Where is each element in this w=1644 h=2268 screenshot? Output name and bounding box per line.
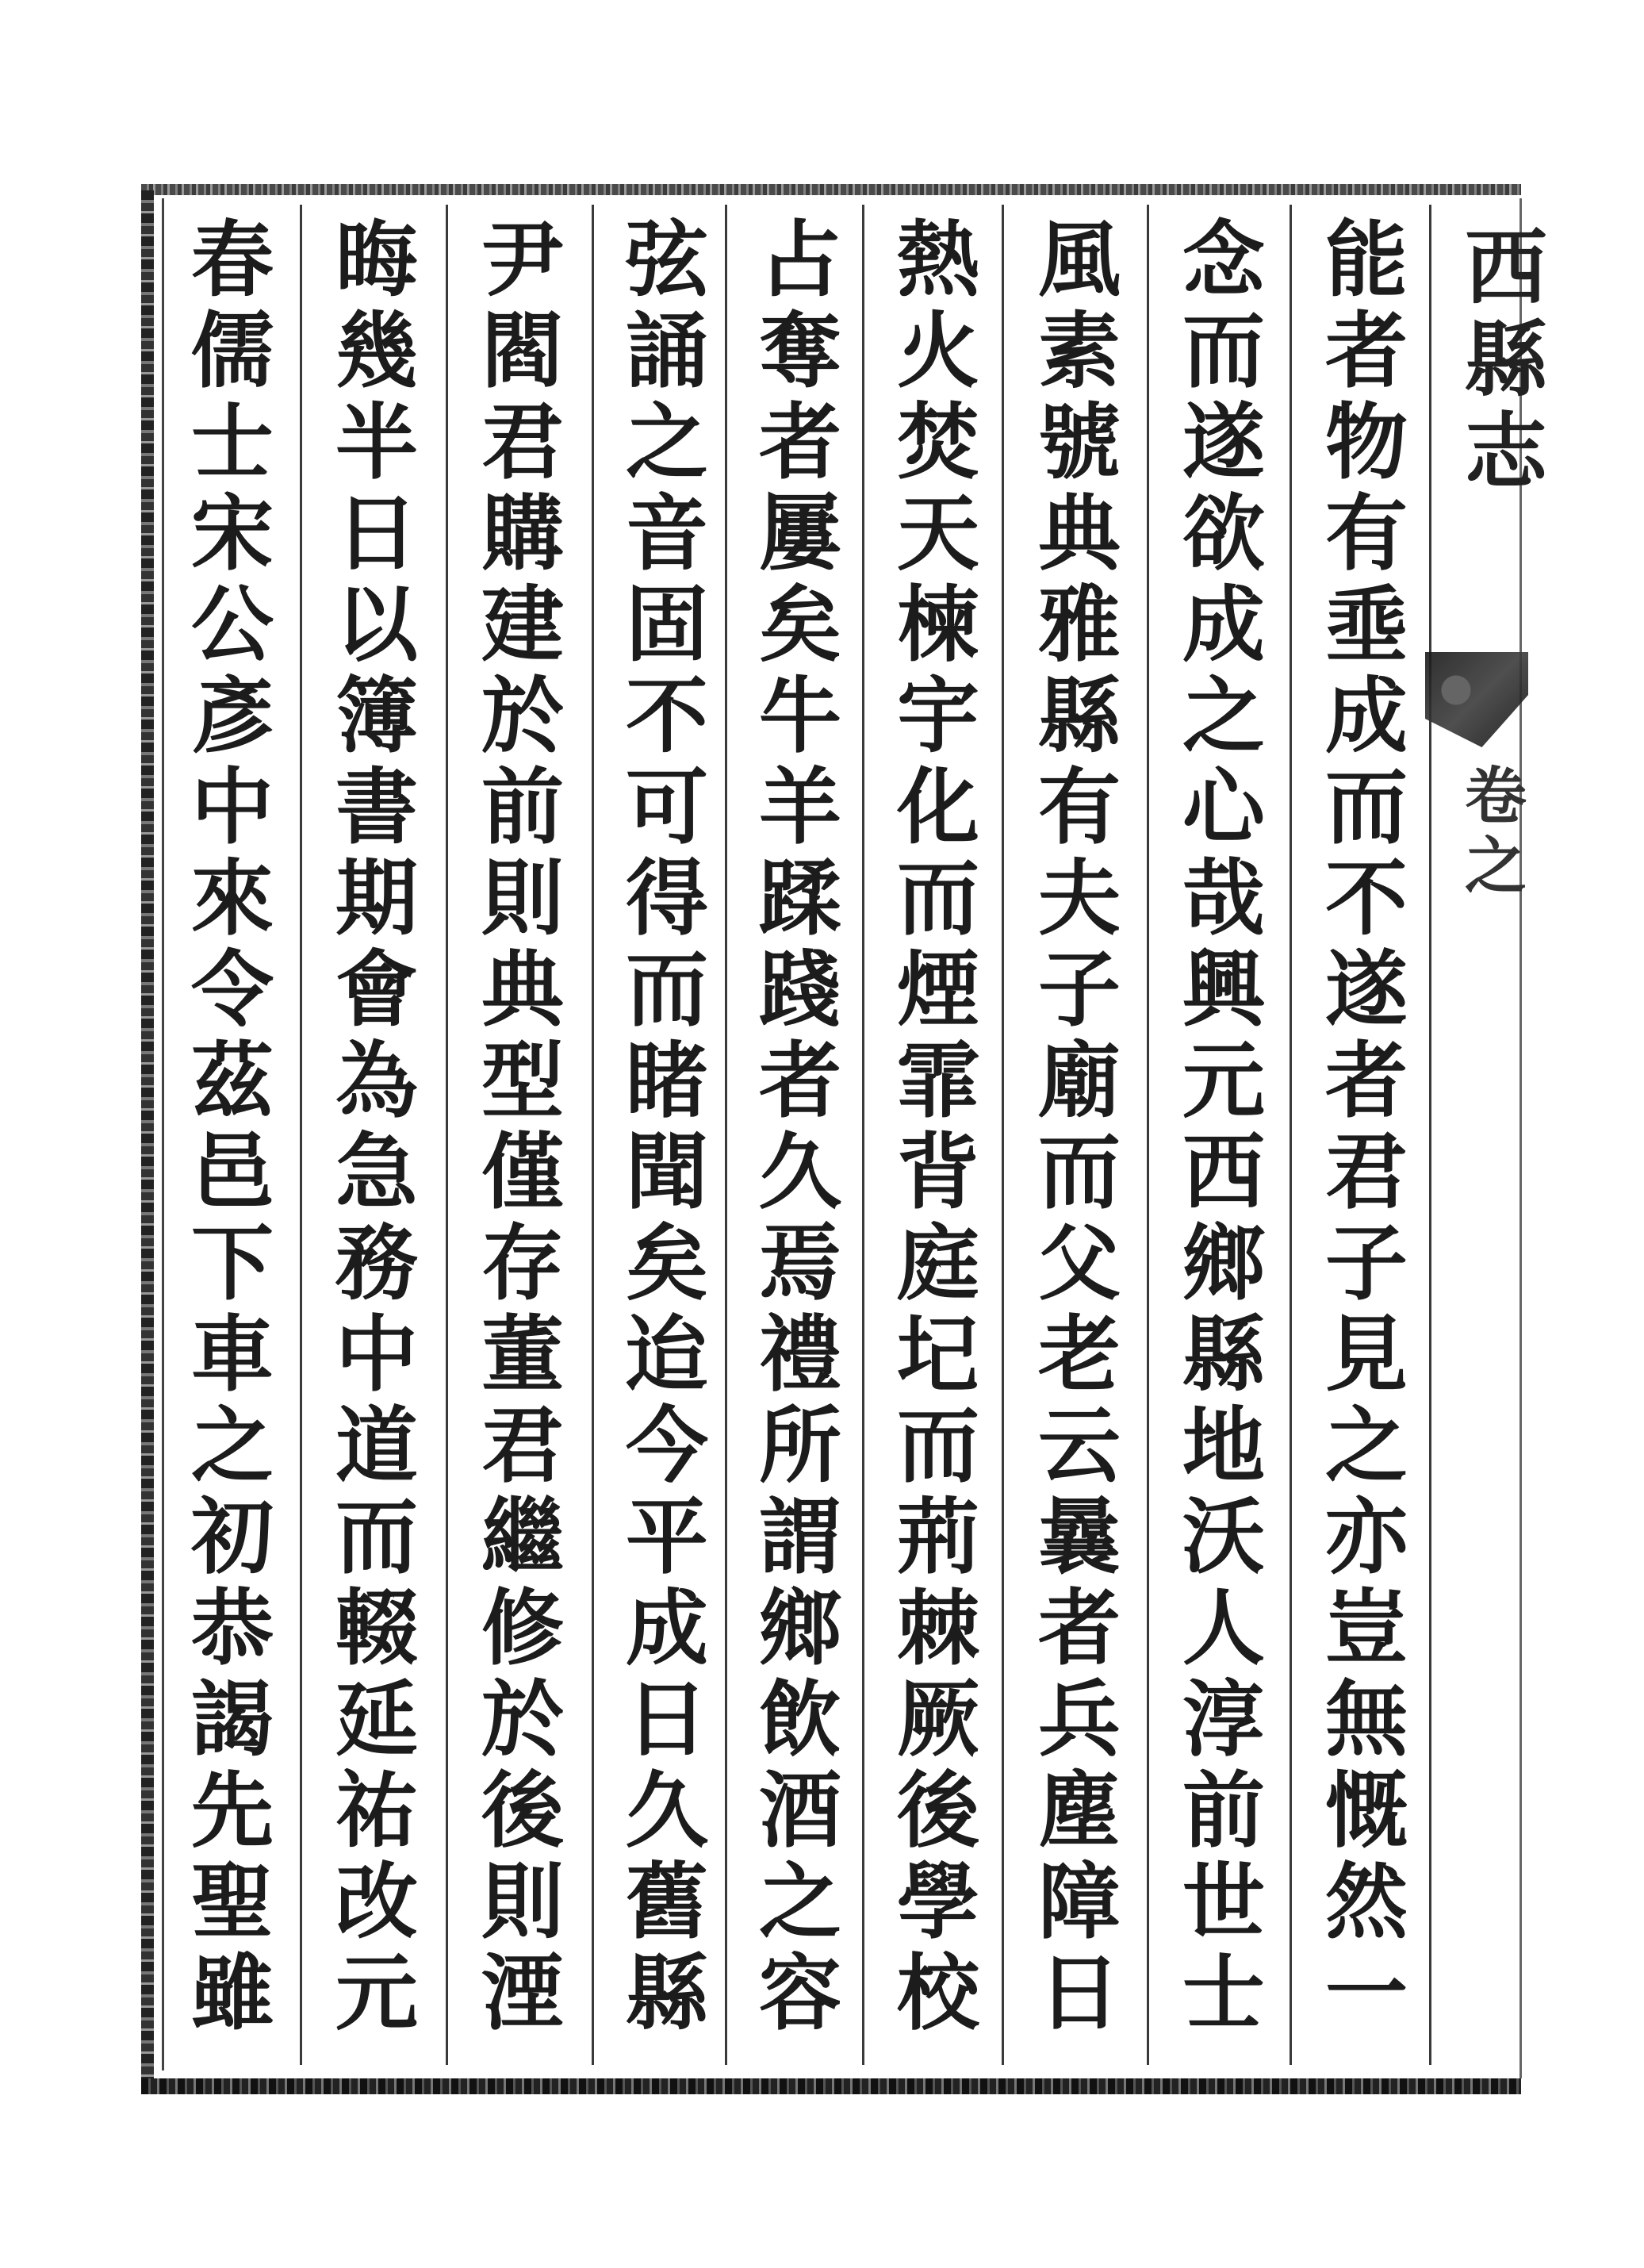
column-rule — [1290, 205, 1292, 2065]
text-column-3: 風素號典雅縣有夫子廟而父老云曩者兵塵障日 — [1024, 216, 1121, 2040]
text-column-2: 念而遂欲成之心哉興元西鄉縣地沃人淳前世士 — [1168, 216, 1266, 2040]
column-rule — [300, 205, 302, 2065]
frame-bottom-border — [141, 2078, 1521, 2094]
text-column-6: 弦誦之音固不可得而睹聞矣迨今平成日久舊縣 — [611, 216, 709, 2040]
text-column-7: 尹閻君購建於前則典型僅存董君繼修於後則湮 — [467, 216, 565, 2040]
column-rule — [1147, 205, 1149, 2065]
gazetteer-title: 西縣志 — [1450, 224, 1548, 500]
text-column-9: 春儒士宋公彥中來令茲邑下車之初恭謁先聖雖 — [177, 216, 274, 2040]
juan-label: 卷之 — [1454, 763, 1527, 903]
column-rule — [446, 205, 448, 2065]
text-column-4: 熱火焚天楝宇化而煙霏背庭圮而荊棘厥後學校 — [883, 216, 980, 2040]
text-column-5: 占奪者屢矣牛羊蹂踐者久焉禮所謂鄉飲酒之容 — [745, 216, 842, 2040]
page-margin-block — [1431, 208, 1548, 2064]
frame-left-inner-line — [162, 198, 164, 2070]
text-column-8: 晦幾半日以簿書期會為急務中道而輟延祐改元 — [321, 216, 419, 2040]
frame-left-border — [141, 190, 154, 2086]
column-rule — [1002, 205, 1004, 2065]
column-rule — [592, 205, 594, 2065]
column-rule — [725, 205, 727, 2065]
fish-tail-mark-icon — [1425, 652, 1528, 747]
text-column-1: 能者物有埀成而不遂者君子見之亦豈無慨然一 — [1311, 216, 1408, 2040]
column-rule — [862, 205, 864, 2065]
frame-top-border — [141, 184, 1521, 195]
